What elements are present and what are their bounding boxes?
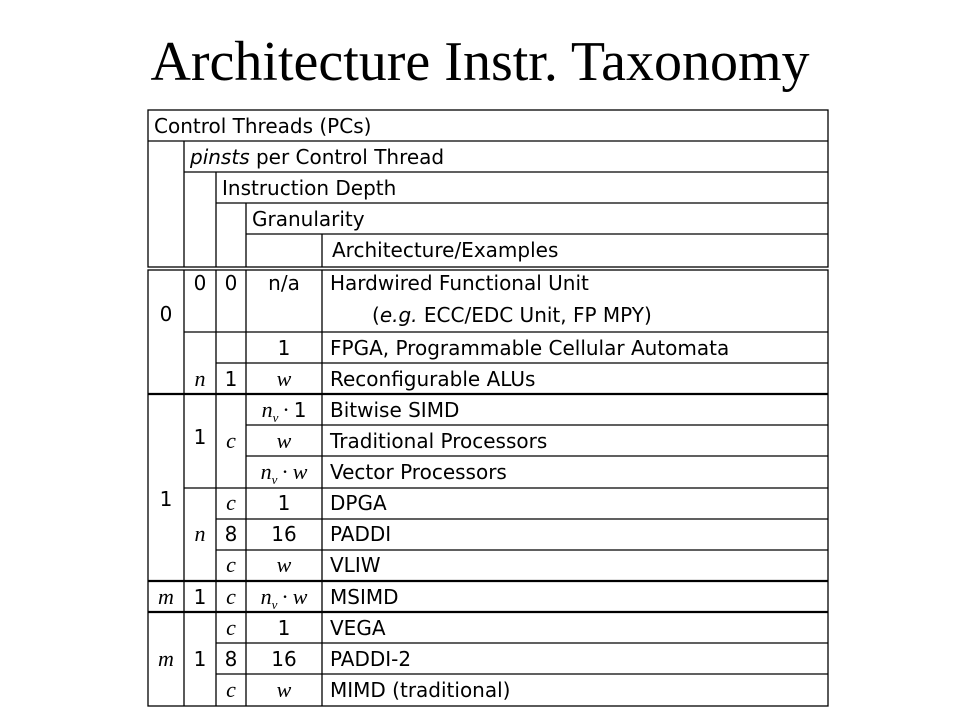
gran-base: n: [260, 459, 272, 484]
note-open: (: [372, 303, 380, 327]
pcs-cell: 0: [159, 302, 173, 326]
depth-cell: 8: [224, 647, 238, 671]
architecture-cell: VEGA: [330, 616, 386, 640]
gran-tail: 1: [293, 398, 307, 422]
granularity-cell: 1: [277, 616, 291, 640]
granularity-cell: [261, 459, 308, 487]
gran-sub: v: [272, 410, 279, 425]
header-pinsts-italic: pinsts: [190, 145, 250, 169]
pinsts-cell: 1: [193, 585, 207, 609]
architecture-cell: Reconfigurable ALUs: [330, 367, 536, 391]
gran-sub: v: [271, 472, 278, 487]
depth-cell: c: [226, 584, 236, 609]
gran-op: ·: [281, 584, 289, 609]
granularity-cell: 1: [277, 336, 291, 360]
depth-cell: c: [226, 428, 236, 453]
pcs-cell: m: [158, 584, 174, 609]
granularity-cell: [262, 397, 307, 425]
granularity-cell: [261, 584, 308, 612]
gran-op: ·: [281, 459, 289, 484]
architecture-cell: MSIMD: [330, 585, 399, 609]
architecture-cell: Hardwired Functional Unit: [330, 271, 589, 295]
gran-sub: v: [271, 597, 278, 612]
granularity-cell: w: [276, 677, 292, 702]
granularity-cell: w: [276, 366, 292, 391]
gran-base: n: [261, 397, 273, 422]
gran-base: n: [260, 584, 272, 609]
depth-cell: 0: [224, 271, 238, 295]
architecture-note: [372, 303, 652, 327]
architecture-cell: PADDI-2: [330, 647, 412, 671]
pinsts-cell: n: [194, 521, 206, 546]
gran-op: ·: [282, 397, 290, 422]
pcs-cell: m: [158, 646, 174, 671]
header-pinsts-rest: per Control Thread: [249, 145, 445, 169]
pinsts-cell: n: [194, 366, 206, 391]
granularity-cell: w: [276, 552, 292, 577]
gran-tail: w: [292, 584, 308, 609]
note-eg: e.g.: [379, 303, 418, 327]
architecture-cell: MIMD (traditional): [330, 678, 511, 702]
pinsts-cell: 1: [193, 647, 207, 671]
depth-cell: c: [226, 677, 236, 702]
header-pinsts: [189, 145, 444, 169]
header-control-threads: Control Threads (PCs): [154, 114, 372, 138]
header-instruction-depth: Instruction Depth: [222, 176, 397, 200]
header-granularity: Granularity: [252, 207, 365, 231]
architecture-cell: DPGA: [330, 491, 387, 515]
granularity-cell: 1: [277, 491, 291, 515]
pinsts-cell: 0: [193, 271, 207, 295]
granularity-cell: w: [276, 428, 292, 453]
architecture-cell: PADDI: [330, 522, 392, 546]
pinsts-cell: 1: [193, 425, 207, 449]
architecture-cell: Traditional Processors: [330, 429, 548, 453]
depth-cell: 8: [224, 522, 238, 546]
note-rest: ECC/EDC Unit, FP MPY): [417, 303, 652, 327]
depth-cell: c: [226, 552, 236, 577]
header-arch-examples: Architecture/Examples: [332, 238, 559, 262]
architecture-cell: Bitwise SIMD: [330, 398, 460, 422]
gran-tail: w: [292, 459, 308, 484]
architecture-cell: VLIW: [330, 553, 381, 577]
granularity-cell: 16: [271, 522, 297, 546]
pcs-cell: 1: [159, 487, 173, 511]
granularity-cell: n/a: [268, 271, 300, 295]
depth-cell: c: [226, 490, 236, 515]
depth-cell: 1: [224, 367, 238, 391]
depth-cell: c: [226, 615, 236, 640]
granularity-cell: 16: [271, 647, 297, 671]
slide-title: Architecture Instr. Taxonomy: [150, 31, 810, 93]
architecture-cell: FPGA, Programmable Cellular Automata: [330, 336, 730, 360]
architecture-cell: Vector Processors: [330, 460, 507, 484]
